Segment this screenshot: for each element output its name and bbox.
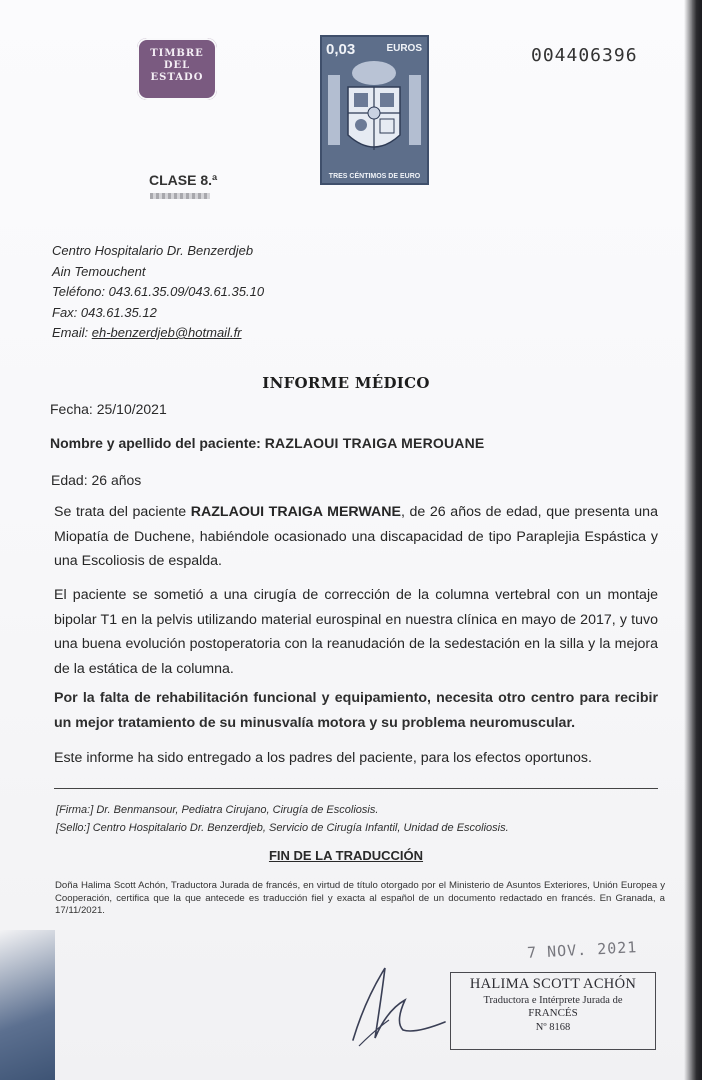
sworn-translator-stamp	[450, 972, 656, 1050]
translator-number: Nº 8168	[535, 1022, 571, 1033]
report-title: INFORME MÉDICO	[262, 374, 430, 392]
translator-name: HALIMA SCOTT ACHÓN	[469, 976, 637, 992]
firma-text: Dr. Benmansour, Pediatra Cirujano, Cirugía de Escoliosis.	[93, 804, 379, 816]
end-of-translation: FIN DE LA TRADUCCIÓN	[268, 848, 424, 863]
p1-rest: , de 26 años de edad, que presenta una Miopatía de Duchene, habiéndole ocasionado una discapacidad de tipo Paraplejia Espástica y una Escoliosis de espalda.	[54, 504, 658, 569]
seal-currency: EUROS	[386, 43, 422, 54]
hospital-phone: Teléfono: 043.61.35.09/043.61.35.10	[52, 284, 265, 299]
email-link[interactable]: eh-benzerdjeb@hotmail.fr	[91, 325, 242, 340]
sello-label: [Sello:]	[56, 822, 90, 834]
firma-note	[56, 804, 378, 816]
paragraph-delivery: Este informe ha sido entregado a los padres del paciente, para los efectos oportunos.	[54, 750, 592, 766]
email-label: Email:	[52, 325, 92, 340]
seal-words: TRES CÉNTIMOS DE EURO	[328, 173, 421, 180]
patient-label: Nombre y apellido del paciente:	[50, 435, 265, 451]
serial-number: 004406396	[531, 45, 638, 66]
divider-line	[54, 788, 658, 789]
hospital-email	[52, 323, 264, 344]
hospital-city: Ain Temouchent	[52, 263, 146, 279]
official-seal	[320, 35, 429, 185]
paragraph-recommendation: Por la falta de rehabilitación funcional y equipamiento, necesita otro centro para recibir un mejor tratamiento de su minusvalía motora y su problema neuromuscular.	[54, 690, 658, 731]
firma-label: [Firma:]	[56, 804, 94, 816]
background-corner	[0, 930, 55, 1080]
timbre-line2: DEL ESTADO	[150, 60, 204, 83]
translator-language: FRANCÉS	[528, 1007, 578, 1019]
translator-certification: Doña Halima Scott Achón, Traductora Jurada de francés, en virtud de título otorgado por el Ministerio de Asuntos Exteriores, Unión Europea y Cooperación, certifica que la que antecede es traducción fiel y exacta al español de un documento redactado en francés. En Granada, a 17/11/2021.	[55, 880, 665, 916]
p1-start: Se trata del paciente	[54, 504, 191, 520]
patient-name-line	[50, 435, 484, 451]
hospital-contact	[52, 241, 264, 344]
date-stamp: 7 NOV. 2021	[526, 938, 638, 962]
coat-of-arms-icon	[322, 55, 427, 175]
seal-value: 0,03	[326, 41, 356, 58]
timbre-line1: TIMBRE	[150, 48, 204, 59]
patient-age: Edad: 26 años	[51, 472, 142, 488]
hospital-name: Centro Hospitalario Dr. Benzerdjeb	[52, 243, 254, 258]
signature-icon	[345, 960, 455, 1050]
report-date: Fecha: 25/10/2021	[50, 401, 167, 417]
paragraph-diagnosis	[54, 500, 658, 574]
clase-barcode	[150, 193, 210, 199]
timbre-del-estado-stamp	[137, 38, 217, 100]
p1-patient-name: RAZLAOUI TRAIGA MERWANE	[190, 504, 401, 520]
paragraph-surgery: El paciente se sometió a una cirugía de corrección de la columna vertebral con un montaje bipolar T1 en la pelvis utilizando material eurospinal en nuestra clínica en mayo de 2017, y tuvo una buena evolución postoperatoria con la reanudación de la sedestación en la silla y la mejora de la estática de la columna.	[54, 587, 658, 677]
sello-text: Centro Hospitalario Dr. Benzerdjeb, Servicio de Cirugía Infantil, Unidad de Escoliosis.	[89, 822, 509, 834]
page-edge-shadow	[684, 0, 702, 1080]
clase-label: CLASE 8.ª	[149, 172, 218, 188]
hospital-fax: Fax: 043.61.35.12	[52, 304, 157, 320]
patient-name: RAZLAOUI TRAIGA MEROUANE	[264, 435, 485, 451]
translator-role: Traductora e Intérprete Jurada de	[483, 995, 623, 1006]
sello-note	[56, 822, 509, 834]
